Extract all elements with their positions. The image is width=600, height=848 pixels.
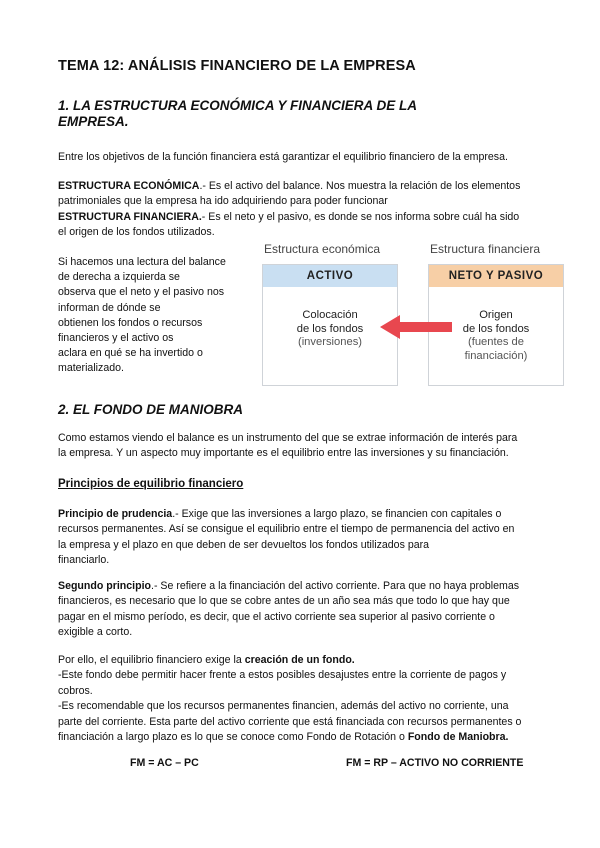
balance-reading-line: obtienen los fondos o recursos <box>58 316 203 329</box>
flow-arrow-icon <box>378 312 458 342</box>
section1-intro: Entre los objetivos de la función financiera está garantizar el equilibrio financiero de la empresa. <box>58 151 508 163</box>
balance-diagram <box>258 240 568 390</box>
segundo-principio-text-2: financieros, es necesario que lo que se cobre antes de un año sea más que todo lo que hay que <box>58 595 510 608</box>
activo-body <box>263 309 397 350</box>
activo-body-line1: Colocación <box>302 309 358 321</box>
section1-heading-line1: 1. LA ESTRUCTURA ECONÓMICA Y FINANCIERA DE LA <box>58 98 418 113</box>
segundo-principio-paragraph <box>58 579 548 641</box>
bullet2-line2: parte del corriente. Esta parte del activo corriente que está financiada con recursos permanentes o <box>58 715 522 728</box>
neto-pasivo-body-line2: de los fondos <box>462 322 530 335</box>
formula-fm-rp-anc: FM = RP – ACTIVO NO CORRIENTE <box>346 757 524 769</box>
estructura-economica-text-2: patrimoniales que la empresa ha ido adquiriendo para poder funcionar <box>58 195 388 208</box>
balance-reading-line: observa que el neto y el pasivo nos <box>58 286 225 299</box>
bullet2-line3: financiación a largo plazo es lo que se conoce como Fondo de Rotación o <box>58 731 408 744</box>
balance-reading-line: Si hacemos una lectura del balance <box>58 256 226 268</box>
neto-pasivo-body-line4: financiación) <box>464 349 528 362</box>
principio-prudencia-label: Principio de prudencia <box>58 508 173 520</box>
financial-structure-caption: Estructura financiera <box>430 242 541 256</box>
fondo-paragraph <box>58 653 548 745</box>
segundo-principio-text: .- Se refiere a la financiación del activo corriente. Para que no haya problemas <box>151 580 520 592</box>
balance-reading-line: de derecha a izquierda se <box>58 271 180 284</box>
balance-reading-line: aclara en qué se ha invertido o <box>58 347 203 360</box>
bullet1-line2: cobros. <box>58 684 93 697</box>
economic-structure-caption: Estructura económica <box>264 242 381 256</box>
estructura-economica-paragraph <box>58 179 548 241</box>
section1-heading <box>58 98 417 130</box>
fondo-maniobra-bold: Fondo de Maniobra. <box>407 731 509 744</box>
estructura-economica-text: .- Es el activo del balance. Nos muestra la relación de los elementos <box>199 180 521 192</box>
neto-pasivo-body-line3: (fuentes de <box>468 336 524 348</box>
principios-heading: Principios de equilibrio financiero <box>58 478 244 490</box>
page-title: TEMA 12: ANÁLISIS FINANCIERO DE LA EMPRESA <box>58 58 416 74</box>
principio-prudencia-text-2: recursos permanentes. Así se consigue el equilibrio entre el tiempo de permanencia del activo en <box>58 523 515 536</box>
section2-intro-line1: Como estamos viendo el balance es un instrumento del que se extrae información de interés para <box>58 432 518 444</box>
estructura-economica-label: ESTRUCTURA ECONÓMICA <box>58 180 200 192</box>
section2-intro <box>58 431 548 462</box>
neto-pasivo-body-line1: Origen <box>479 309 513 321</box>
principio-prudencia-text-3: la empresa y el plazo en que deben de ser devueltos los fondos utilizados para <box>58 538 430 551</box>
creacion-fondo-bold: creación de un fondo. <box>244 654 355 666</box>
section1-heading-line2: EMPRESA. <box>58 114 129 129</box>
balance-reading-line: materializado. <box>58 362 124 375</box>
segundo-principio-text-4: exigible a corto. <box>58 626 133 639</box>
segundo-principio-text-3: pagar en el mismo período, es decir, que el activo corriente sea superior al pasivo corriente o <box>58 610 495 623</box>
section2-heading: 2. EL FONDO DE MANIOBRA <box>58 402 244 417</box>
principio-prudencia-text: .- Exige que las inversiones a largo plazo, se financien con capitales o <box>172 508 502 520</box>
principio-prudencia-text-4: financiarlo. <box>58 554 110 567</box>
segundo-principio-label: Segundo principio <box>58 580 151 592</box>
bullet1-line1: -Este fondo debe permitir hacer frente a estos posibles desajustes entre la corriente de pagos y <box>58 669 507 682</box>
balance-reading-text <box>58 255 258 377</box>
estructura-financiera-text-2: el origen de los fondos utilizados. <box>58 226 215 239</box>
activo-header: ACTIVO <box>263 265 397 287</box>
bullet2-line1: -Es recomendable que los recursos permanentes financien, además del activo no corriente, una <box>58 700 509 713</box>
estructura-financiera-label: ESTRUCTURA FINANCIERA. <box>58 210 202 223</box>
balance-reading-line: informan de dónde se <box>58 301 161 314</box>
por-ello-text: Por ello, el equilibrio financiero exige la <box>58 654 245 666</box>
balance-reading-line: financieros y el activo os <box>58 332 174 345</box>
section2-intro-line2: la empresa. Y un aspecto muy importante es el equilibrio entre las inversiones y su financiación. <box>58 447 509 460</box>
activo-body-line3: (inversiones) <box>297 336 363 348</box>
formula-fm-ac-pc: FM = AC – PC <box>130 757 199 769</box>
principio-prudencia-paragraph <box>58 507 548 569</box>
neto-pasivo-header: NETO Y PASIVO <box>429 265 563 287</box>
estructura-financiera-text: - Es el neto y el pasivo, es donde se nos informa sobre cuál ha sido <box>201 210 520 223</box>
activo-body-line2: de los fondos <box>296 322 364 335</box>
